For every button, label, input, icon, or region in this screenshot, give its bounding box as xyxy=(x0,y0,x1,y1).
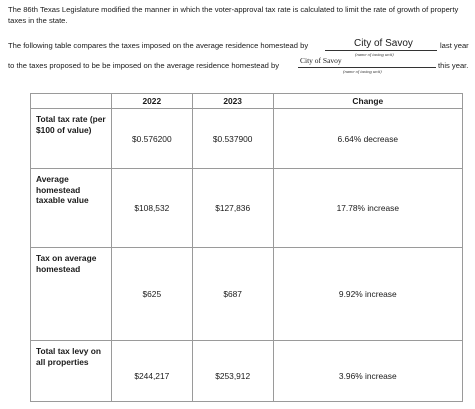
row-label-tax-on-homestead: Tax on average homestead xyxy=(31,248,112,341)
header-2023: 2023 xyxy=(192,94,273,109)
cell-2022: $244,217 xyxy=(111,341,192,402)
sentence-2-text: to the taxes proposed to be be imposed on the average residence homestead by xyxy=(8,61,280,70)
cell-change: 9.92% increase xyxy=(273,248,462,341)
fill-underline-1 xyxy=(325,50,437,51)
table-row xyxy=(31,169,463,248)
cell-2023: $253,912 xyxy=(192,341,273,402)
header-2022: 2022 xyxy=(111,94,192,109)
taxing-unit-name-2: City of Savoy xyxy=(300,56,342,65)
table-row xyxy=(31,341,463,402)
cell-change: 6.64% decrease xyxy=(273,109,462,169)
table-header-row xyxy=(31,94,463,109)
cell-change: 17.78% increase xyxy=(273,169,462,248)
row-label-tax-rate: Total tax rate (per $100 of value) xyxy=(31,109,112,169)
sentence-2-end: this year. xyxy=(438,61,469,70)
intro-paragraph: The 86th Texas Legislature modified the manner in which the voter-approval tax rate is calculated to limit the rate of growth of property taxes in the state. xyxy=(8,5,459,25)
fill-caption-2: (name of taxing unit) xyxy=(343,69,382,74)
cell-2022: $625 xyxy=(111,248,192,341)
cell-2023: $687 xyxy=(192,248,273,341)
cell-2022: $0.576200 xyxy=(111,109,192,169)
table-row xyxy=(31,109,463,169)
fill-caption-1: (name of taxing unit) xyxy=(355,52,394,57)
header-change: Change xyxy=(273,94,462,109)
taxing-unit-name-1: City of Savoy xyxy=(354,38,413,49)
cell-change: 3.96% increase xyxy=(273,341,462,402)
tax-comparison-table xyxy=(30,93,463,402)
fill-underline-2 xyxy=(298,67,436,68)
table-row xyxy=(31,248,463,341)
cell-2023: $0.537900 xyxy=(192,109,273,169)
sentence-1-text: The following table compares the taxes imposed on the average residence homestead by xyxy=(8,41,309,50)
row-label-taxable-value: Average homestead taxable value xyxy=(31,169,112,248)
row-label-total-levy: Total tax levy on all properties xyxy=(31,341,112,402)
cell-2023: $127,836 xyxy=(192,169,273,248)
sentence-1-end: last year xyxy=(440,41,469,50)
header-blank xyxy=(31,94,112,109)
cell-2022: $108,532 xyxy=(111,169,192,248)
